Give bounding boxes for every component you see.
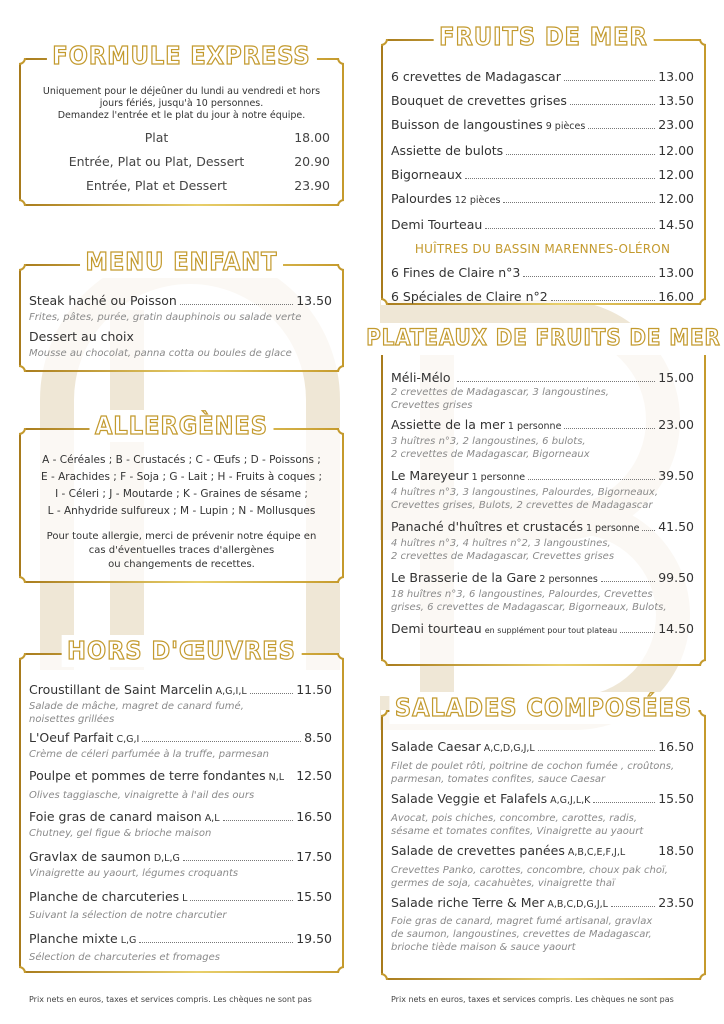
formule-row: Plat 18.00: [144, 130, 330, 145]
menu-item: Assiette de la mer 1 personne 23.00: [391, 417, 694, 432]
menu-item: 6 Spéciales de Claire n°2 16.00: [391, 289, 694, 304]
leader-dots: [180, 304, 293, 305]
hors-doeuvres-section: HORS D'ŒUVRES Croustillant de Saint Marcelin A,G,I,L 11.50 Salade de mâche, magret de canard fumé, noisettes grillées L'Oeuf Parfait C,G,I 8.50 Crème de céleri parfumée à la truffe, parmesan Poulpe et pommes de terre fondantes N,L 12.50 Olives taggiasche, vinaigrette à l'ail des ours Foie gras de canard maison A,L 16.50 Chutney, gel figue & brioche maison Gravlax de saumon D,L,G 17.50 Vinaigrette au yaourt, légumes croquants Planche de charcuteries L 15.50 Suivant la sélection de notre charcutier Planche mixte L,G 19.50 Sélection de charcuteries et fromages: [19, 653, 344, 973]
plateaux-section: PLATEAUX DE FRUITS DE MER Méli-Mélo 15.00 2 crevettes de Madagascar, 3 langoustines, Crevettes grises Assiette de la mer 1 personne 23.00 3 huîtres n°3, 2 langoustines, 6 bulots, 2 crevettes de Madagascar, Bigorneaux Le Mareyeur 1 personne 39.50 4 huîtres n°3, 3 langoustines, Palourdes, Bigorneaux, Crevettes grises, Bulots, 2 crevettes de Madagascar Panaché d'huîtres et crustacés 1 personne 41.50 4 huîtres n°3, 4 huîtres n°2, 3 langoustines, 2 crevettes de Madagascar, Crevettes grises Le Brasserie de la Gare 2 personnes 99.50 18 huîtres n°3, 6 langoustines, Palourdes, Crevettes grises, 6 crevettes de Madagascar, Bigorneaux, Bulots, Demi tourteau en supplément pour tout plateau 14.50: [381, 341, 706, 666]
salades-section: SALADES COMPOSÉES Salade Caesar A,C,D,G,J,L 16.50 Filet de poulet rôti, poitrine de cochon fumée , croûtons, parmesan, tomates confites, sauce Caesar Salade Veggie et Falafels A,G,J,L,K 15.50 Avocat, pois chiches, concombre, carottes, radis, sésame et tomates confites, Vinaigrette au yaourt Salade de crevettes panées A,B,C,E,F,J,L 18.50 Crevettes Panko, carottes, concombre, choux pak choï, germes de soja, cacahuètes, vinaigrette thaï Salade riche Terre & Mer A,B,C,D,G,J,L 23.50 Foie gras de canard, magret fumé artisanal, gravlax de saumon, langoustines, crevettes de Madagascar, brioche tiède maison & sauce yaourt: [381, 710, 706, 980]
footer-note-right: Prix nets en euros, taxes et services compris. Les chèques ne sont pas: [391, 995, 674, 1004]
menu-item: Foie gras de canard maison A,L 16.50: [29, 809, 332, 824]
menu-item: Panaché d'huîtres et crustacés 1 personne 41.50: [391, 519, 694, 534]
menu-item: Salade Caesar A,C,D,G,J,L 16.50: [391, 739, 694, 754]
menu-item: Gravlax de saumon D,L,G 17.50: [29, 849, 332, 864]
menu-item: Palourdes 12 pièces 12.00: [391, 191, 694, 206]
formule-intro: Uniquement pour le déjeûner du lundi au vendredi et hors jours fériés, jusqu'à 10 personnes. Demandez l'entrée et le plat du jour à notre équipe.: [42, 86, 321, 121]
menu-item: L'Oeuf Parfait C,G,I 8.50: [29, 730, 332, 745]
menu-item: Salade de crevettes panées A,B,C,E,F,J,L 18.50: [391, 843, 694, 858]
menu-item: 6 crevettes de Madagascar 13.00: [391, 69, 694, 84]
formule-express-section: [19, 41, 344, 206]
menu-item: Demi tourteau en supplément pour tout plateau 14.50: [391, 621, 694, 636]
footer-note-left: Prix nets en euros, taxes et services compris. Les chèques ne sont pas: [29, 995, 312, 1004]
menu-item: Bouquet de crevettes grises 13.50: [391, 93, 694, 108]
section-title: MENU ENFANT: [80, 246, 284, 278]
section-title: SALADES COMPOSÉES: [389, 692, 698, 724]
formule-row: Entrée, Plat ou Plat, Dessert 20.90: [68, 154, 330, 169]
menu-enfant-section: MENU ENFANT Steak haché ou Poisson 13.50 Frites, pâtes, purée, gratin dauphinois ou salade verte Dessert au choix Mousse au chocolat, panna cotta ou boules de glace: [19, 264, 344, 372]
menu-item: Assiette de bulots 12.00: [391, 143, 694, 158]
menu-item: 6 Fines de Claire n°3 13.00: [391, 265, 694, 280]
section-title: FORMULE EXPRESS: [46, 40, 316, 72]
allergen-list: A - Céréales ; B - Crustacés ; C - Œufs ; D - Poissons ; E - Arachides ; F - Soja ; G - Lait ; H - Fruits à coques ; I - Céleri ; J - Moutarde ; K - Graines de sésame ; L - Anhydride sulfureux ; M - Lupin ; N - Mollusques: [40, 454, 323, 517]
menu-item: Le Mareyeur 1 personne 39.50: [391, 468, 694, 483]
fruits-de-mer-section: [381, 22, 706, 305]
menu-item: Bigorneaux 12.00: [391, 167, 694, 182]
section-title: FRUITS DE MER: [433, 21, 654, 53]
menu-item: Planche de charcuteries L 15.50: [29, 889, 332, 904]
menu-item: Planche mixte L,G 19.50: [29, 931, 332, 946]
menu-item: Croustillant de Saint Marcelin A,G,I,L 11.50: [29, 682, 332, 697]
allergenes-section: [19, 411, 344, 583]
menu-item: Salade Veggie et Falafels A,G,J,L,K 15.50: [391, 791, 694, 806]
menu-item: Buisson de langoustines 9 pièces 23.00: [391, 117, 694, 132]
section-title: PLATEAUX DE FRUITS DE MER: [360, 323, 724, 355]
menu-item: Poulpe et pommes de terre fondantes N,L 12.50: [29, 768, 332, 783]
allergen-note: Pour toute allergie, merci de prévenir notre équipe en cas d'éventuelles traces d'allergènes ou changements de recettes.: [46, 531, 317, 570]
menu-item: Méli-Mélo 15.00: [391, 370, 694, 385]
menu-item: Dessert au choix: [29, 329, 134, 344]
menu-item: Salade riche Terre & Mer A,B,C,D,G,J,L 23.50: [391, 895, 694, 910]
oysters-subtitle: HUÎTRES DU BASSIN MARENNES-OLÉRON: [414, 242, 671, 256]
menu-item: Steak haché ou Poisson 13.50: [29, 293, 332, 308]
menu-item: Le Brasserie de la Gare 2 personnes 99.50: [391, 570, 694, 585]
menu-item: Demi Tourteau 14.50: [391, 217, 694, 232]
formule-row: Entrée, Plat et Dessert 23.90: [85, 178, 330, 193]
section-title: HORS D'ŒUVRES: [61, 635, 302, 667]
section-title: ALLERGÈNES: [89, 410, 274, 442]
